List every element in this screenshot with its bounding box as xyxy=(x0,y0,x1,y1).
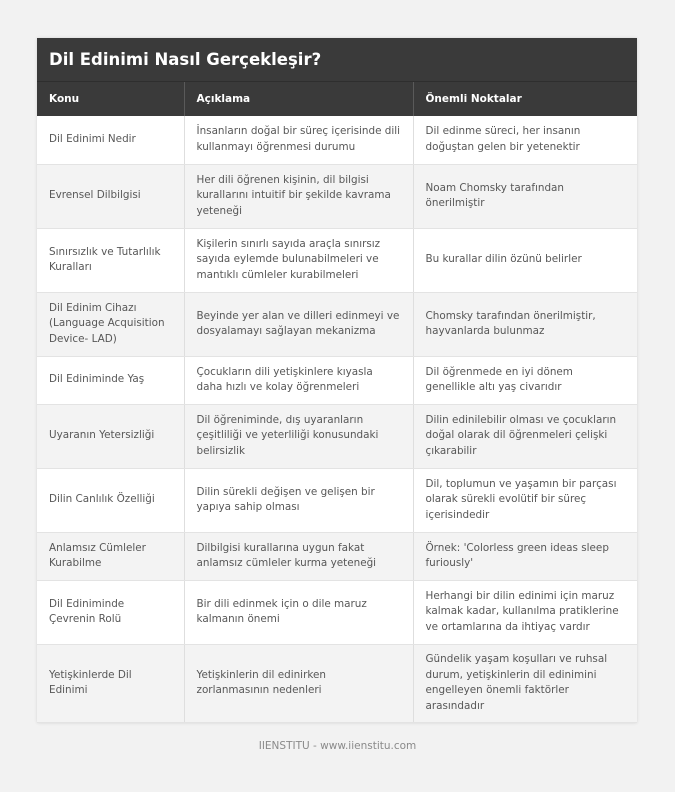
cell-onemli: Dil edinme süreci, her insanın doğuştan gelen bir yetenektir xyxy=(413,116,637,164)
cell-konu: Dilin Canlılık Özelliği xyxy=(37,468,184,532)
cell-konu: Dil Ediniminde Çevrenin Rolü xyxy=(37,580,184,644)
table-card xyxy=(37,38,637,723)
cell-onemli: Dilin edinilebilir olması ve çocukların doğal olarak dil öğrenmeleri çelişki çıkarabilir xyxy=(413,404,637,468)
table-body xyxy=(37,116,637,722)
cell-konu: Anlamsız Cümleler Kurabilme xyxy=(37,532,184,580)
cell-aciklama: Her dili öğrenen kişinin, dil bilgisi kurallarını intuitif bir şekilde kavrama yeteneği xyxy=(184,164,413,228)
cell-aciklama: Dilbilgisi kurallarına uygun fakat anlamsız cümleler kurma yeteneği xyxy=(184,532,413,580)
table-row xyxy=(37,164,637,228)
cell-aciklama: Beyinde yer alan ve dilleri edinmeyi ve dosyalamayı sağlayan mekanizma xyxy=(184,292,413,356)
table-row xyxy=(37,580,637,644)
cell-aciklama: Dilin sürekli değişen ve gelişen bir yapıya sahip olması xyxy=(184,468,413,532)
cell-konu: Dil Ediniminde Yaş xyxy=(37,356,184,404)
data-table xyxy=(37,81,637,723)
cell-onemli: Dil öğrenmede en iyi dönem genellikle altı yaş civarıdır xyxy=(413,356,637,404)
table-title: Dil Edinimi Nasıl Gerçekleşir? xyxy=(37,38,637,81)
cell-onemli: Dil, toplumun ve yaşamın bir parçası olarak sürekli evolütif bir süreç içerisindedir xyxy=(413,468,637,532)
cell-aciklama: Bir dili edinmek için o dile maruz kalmanın önemi xyxy=(184,580,413,644)
cell-konu: Sınırsızlık ve Tutarlılık Kuralları xyxy=(37,228,184,292)
header-aciklama: Açıklama xyxy=(184,82,413,117)
cell-onemli: Noam Chomsky tarafından önerilmiştir xyxy=(413,164,637,228)
cell-konu: Dil Edinimi Nedir xyxy=(37,116,184,164)
table-row xyxy=(37,532,637,580)
table-row xyxy=(37,356,637,404)
header-konu: Konu xyxy=(37,82,184,117)
cell-aciklama: Kişilerin sınırlı sayıda araçla sınırsız sayıda eylemde bulunabilmeleri ve mantıklı cümleler kurabilmeleri xyxy=(184,228,413,292)
table-row xyxy=(37,116,637,164)
cell-konu: Yetişkinlerde Dil Edinimi xyxy=(37,644,184,722)
table-header xyxy=(37,82,637,117)
table-row xyxy=(37,228,637,292)
cell-konu: Evrensel Dilbilgisi xyxy=(37,164,184,228)
cell-onemli: Chomsky tarafından önerilmiştir, hayvanlarda bulunmaz xyxy=(413,292,637,356)
cell-konu: Uyaranın Yetersizliği xyxy=(37,404,184,468)
table-row xyxy=(37,404,637,468)
cell-onemli: Herhangi bir dilin edinimi için maruz kalmak kadar, kullanılma pratiklerine ve ortamlarına da ihtiyaç vardır xyxy=(413,580,637,644)
cell-aciklama: Çocukların dili yetişkinlere kıyasla daha hızlı ve kolay öğrenmeleri xyxy=(184,356,413,404)
header-onemli-noktalar: Önemli Noktalar xyxy=(413,82,637,117)
cell-aciklama: İnsanların doğal bir süreç içerisinde dili kullanmayı öğrenmesi durumu xyxy=(184,116,413,164)
cell-onemli: Gündelik yaşam koşulları ve ruhsal durum, yetişkinlerin dil edinimini engelleyen önemli faktörler arasındadır xyxy=(413,644,637,722)
table-row xyxy=(37,644,637,722)
cell-aciklama: Dil öğreniminde, dış uyaranların çeşitliliği ve yeterliliği konusundaki belirsizlik xyxy=(184,404,413,468)
table-row xyxy=(37,468,637,532)
cell-onemli: Bu kurallar dilin özünü belirler xyxy=(413,228,637,292)
table-row xyxy=(37,292,637,356)
footer-credit: IIENSTITU - www.iienstitu.com xyxy=(258,740,417,752)
cell-konu: Dil Edinim Cihazı (Language Acquisition Device- LAD) xyxy=(37,292,184,356)
cell-onemli: Örnek: 'Colorless green ideas sleep furiously' xyxy=(413,532,637,580)
cell-aciklama: Yetişkinlerin dil edinirken zorlanmasının nedenleri xyxy=(184,644,413,722)
